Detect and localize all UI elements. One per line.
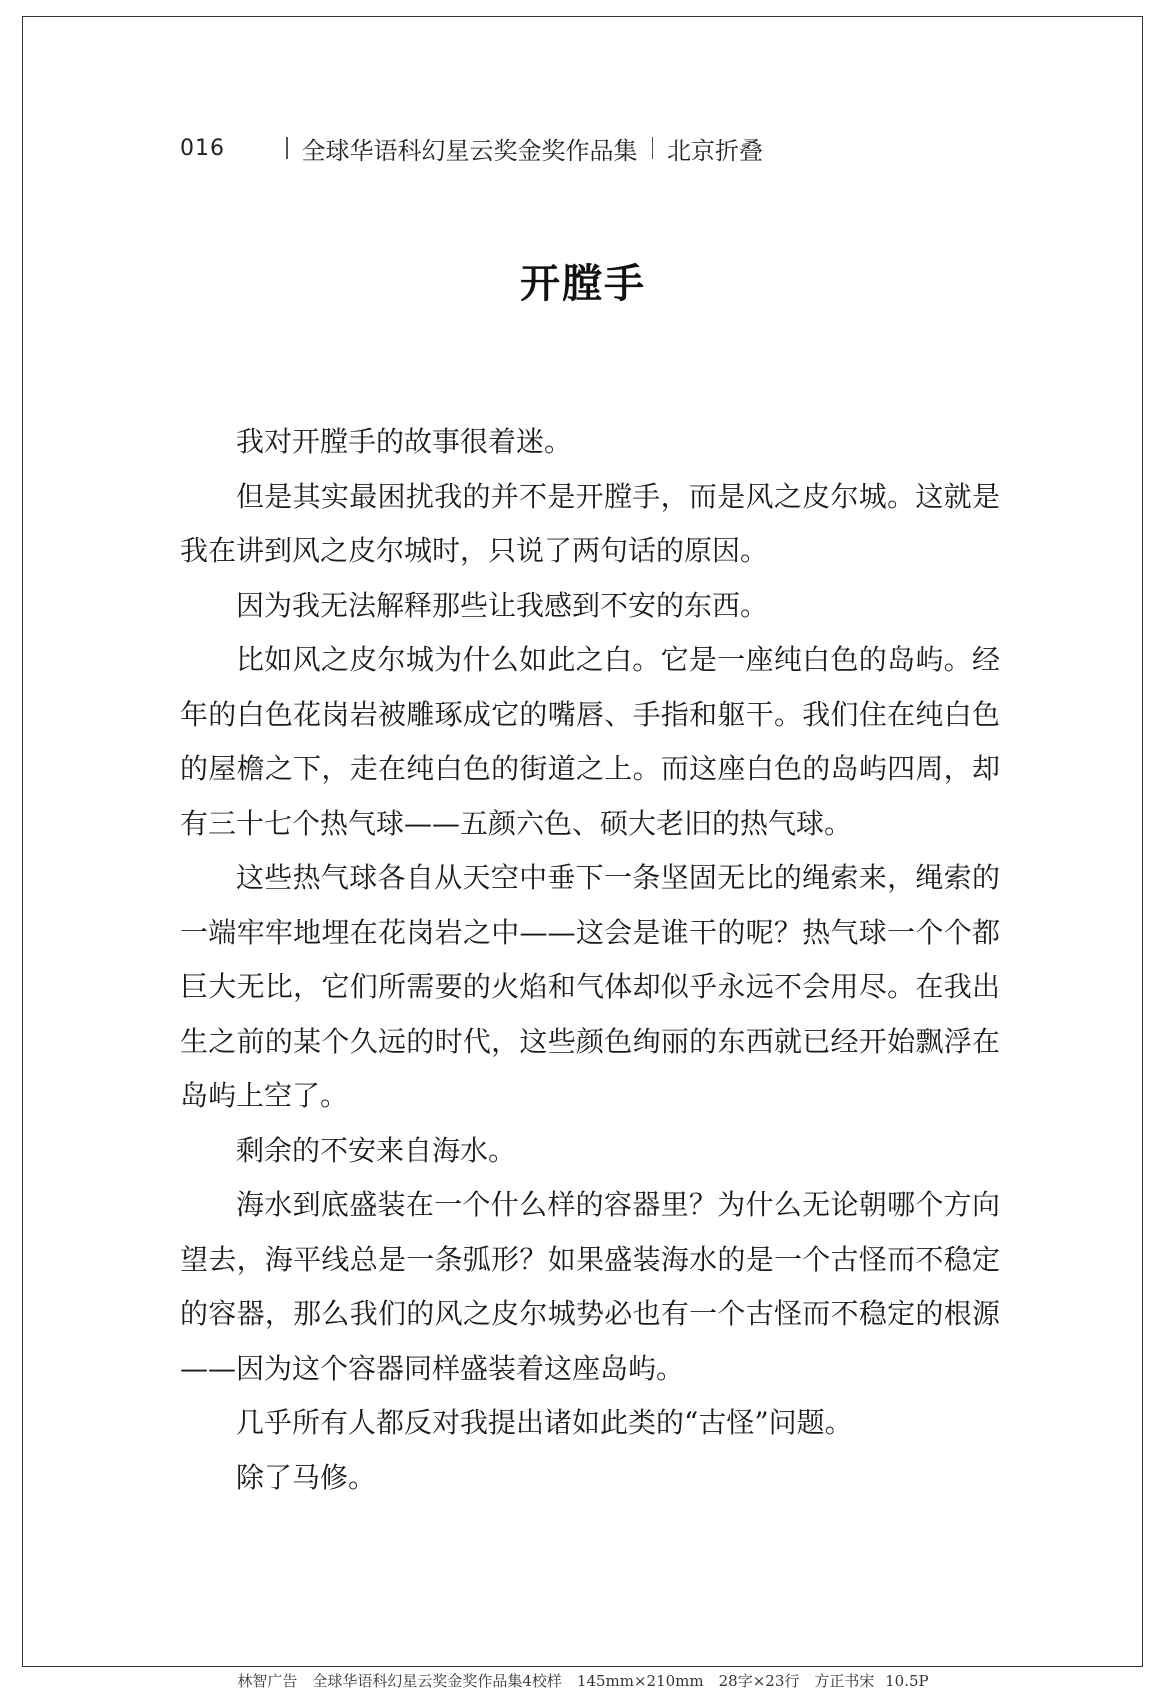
page-number: 016 [180, 135, 225, 161]
chapter-title: 开膛手 [520, 261, 646, 307]
book-title: 全球华语科幻星云奖金奖作品集 [301, 136, 638, 165]
paragraph: 但是其实最困扰我的并不是开膛手，而是风之皮尔城。这就是我在讲到风之皮尔城时，只说了两句话的原因。 [180, 479, 1000, 567]
paragraph: 几乎所有人都反对我提出诸如此类的“古怪”问题。 [236, 1406, 853, 1439]
paragraph: 海水到底盛装在一个什么样的容器里？为什么无论朝哪个方向望去，海平线总是一条弧形？如果盛装海水的是一个古怪而不稳定的容器，那么我们的风之皮尔城势必也有一个古怪而不稳定的根源——因为这个容器同样盛装着这座岛屿。 [180, 1188, 1000, 1385]
body-text [180, 415, 1000, 1505]
print-proof-imprint: 林智广告 全球华语科幻星云奖金奖作品集4校样 145mm×210mm 28字×23行 方正书宋 10.5P [237, 1672, 929, 1690]
running-header [180, 128, 763, 168]
paragraph: 除了马修。 [236, 1460, 377, 1494]
paragraph: 这些热气球各自从天空中垂下一条坚固无比的绳索来，绳索的一端牢牢地埋在花岗岩之中——这会是谁干的呢？热气球一个个都巨大无比，它们所需要的火焰和气体却似乎永远不会用尽。在我出生之前的某个久远的时代，这些颜色绚丽的东西就已经开始飘浮在岛屿上空了。 [180, 861, 1000, 1112]
paragraph: 我对开膛手的故事很着迷。 [236, 425, 573, 458]
volume-title: 北京折叠 [667, 136, 763, 165]
paragraph: 比如风之皮尔城为什么如此之白。它是一座纯白色的岛屿。经年的白色花岗岩被雕琢成它的嘴唇、手指和躯干。我们住在纯白色的屋檐之下，走在纯白色的街道之上。而这座白色的岛屿四周，却有三十七个热气球——五颜六色、硕大老旧的热气球。 [180, 643, 1000, 840]
header-divider [652, 137, 654, 159]
header-divider [286, 137, 288, 159]
paragraph: 剩余的不安来自海水。 [236, 1133, 517, 1167]
paragraph: 因为我无法解释那些让我感到不安的东西。 [236, 588, 769, 622]
